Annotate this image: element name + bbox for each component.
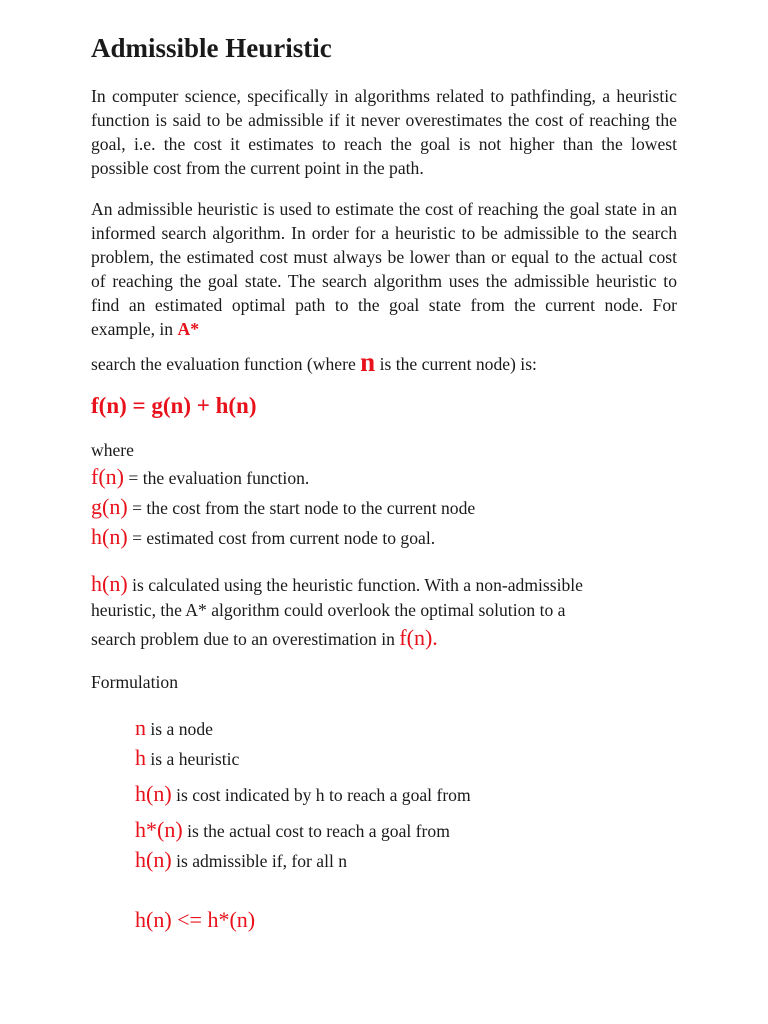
formulation-symbol: h: [135, 745, 146, 770]
formulation-text: is admissible if, for all n: [176, 851, 348, 871]
where-item-text: = the cost from the start node to the current node: [132, 498, 476, 518]
formulation-symbol: h*(n): [135, 817, 183, 842]
formulation-item: [135, 745, 239, 771]
formulation-item: [135, 781, 471, 807]
n-symbol: n: [360, 347, 376, 377]
formulation-item: [135, 817, 450, 843]
where-item-f: [91, 464, 309, 490]
formulation-text: is cost indicated by h to reach a goal from: [176, 785, 471, 805]
where-item-g: [91, 494, 475, 520]
document-page: [91, 30, 677, 932]
formulation-text: is the actual cost to reach a goal from: [187, 821, 450, 841]
main-formula: f(n) = g(n) + h(n): [91, 393, 257, 418]
formulation-label: Formulation: [91, 672, 178, 692]
eval-line-end: is the current node) is:: [379, 354, 537, 374]
astar-label: A*: [177, 319, 199, 339]
formulation-symbol: h(n): [135, 781, 172, 806]
para3-symbol: h(n): [91, 571, 128, 596]
para3-line3: [91, 625, 438, 651]
where-item-symbol: h(n): [91, 524, 128, 549]
formulation-symbol: n: [135, 715, 146, 740]
intro-paragraph: In computer science, specifically in algorithms related to pathfinding, a heuristic function is said to be admissible if it never overestimates the cost of reaching the goal, i.e. the cost it estimates to reach the goal is not higher than the lowest possible cost from the current point in the path.: [91, 86, 677, 178]
para3-symbol-f: f(n).: [399, 625, 438, 650]
para3-text3: search problem due to an overestimation in: [91, 629, 395, 649]
where-item-text: = estimated cost from current node to goal.: [132, 528, 436, 548]
evaluation-function-line: [91, 346, 537, 377]
where-item-text: = the evaluation function.: [128, 468, 310, 488]
page-title: Admissible Heuristic: [91, 33, 332, 63]
where-item-h: [91, 524, 435, 550]
where-item-symbol: f(n): [91, 464, 124, 489]
admissible-paragraph: [91, 197, 677, 341]
para3-text1: is calculated using the heuristic function. With a non-admissible: [132, 575, 583, 595]
formulation-item: [135, 715, 213, 741]
formulation-item: [135, 847, 347, 873]
formulation-text: is a node: [150, 719, 213, 739]
where-label: where: [91, 440, 134, 460]
para3-line2: heuristic, the A* algorithm could overlook the optimal solution to a: [91, 600, 566, 620]
eval-line-start: search the evaluation function (where: [91, 354, 356, 374]
para3-line1: [91, 571, 583, 597]
admissibility-formula: h(n) <= h*(n): [135, 907, 256, 932]
admissible-paragraph-text: An admissible heuristic is used to estimate the cost of reaching the goal state in an informed search algorithm. In order for a heuristic to be admissible to the search problem, the estimated cost must always be lower than or equal to the actual cost of reaching the goal state. The search algorithm uses the admissible heuristic to find an estimated optimal path to the goal state from the current node. For example, in: [91, 199, 677, 339]
formulation-symbol: h(n): [135, 847, 172, 872]
where-item-symbol: g(n): [91, 494, 128, 519]
formulation-text: is a heuristic: [150, 749, 240, 769]
